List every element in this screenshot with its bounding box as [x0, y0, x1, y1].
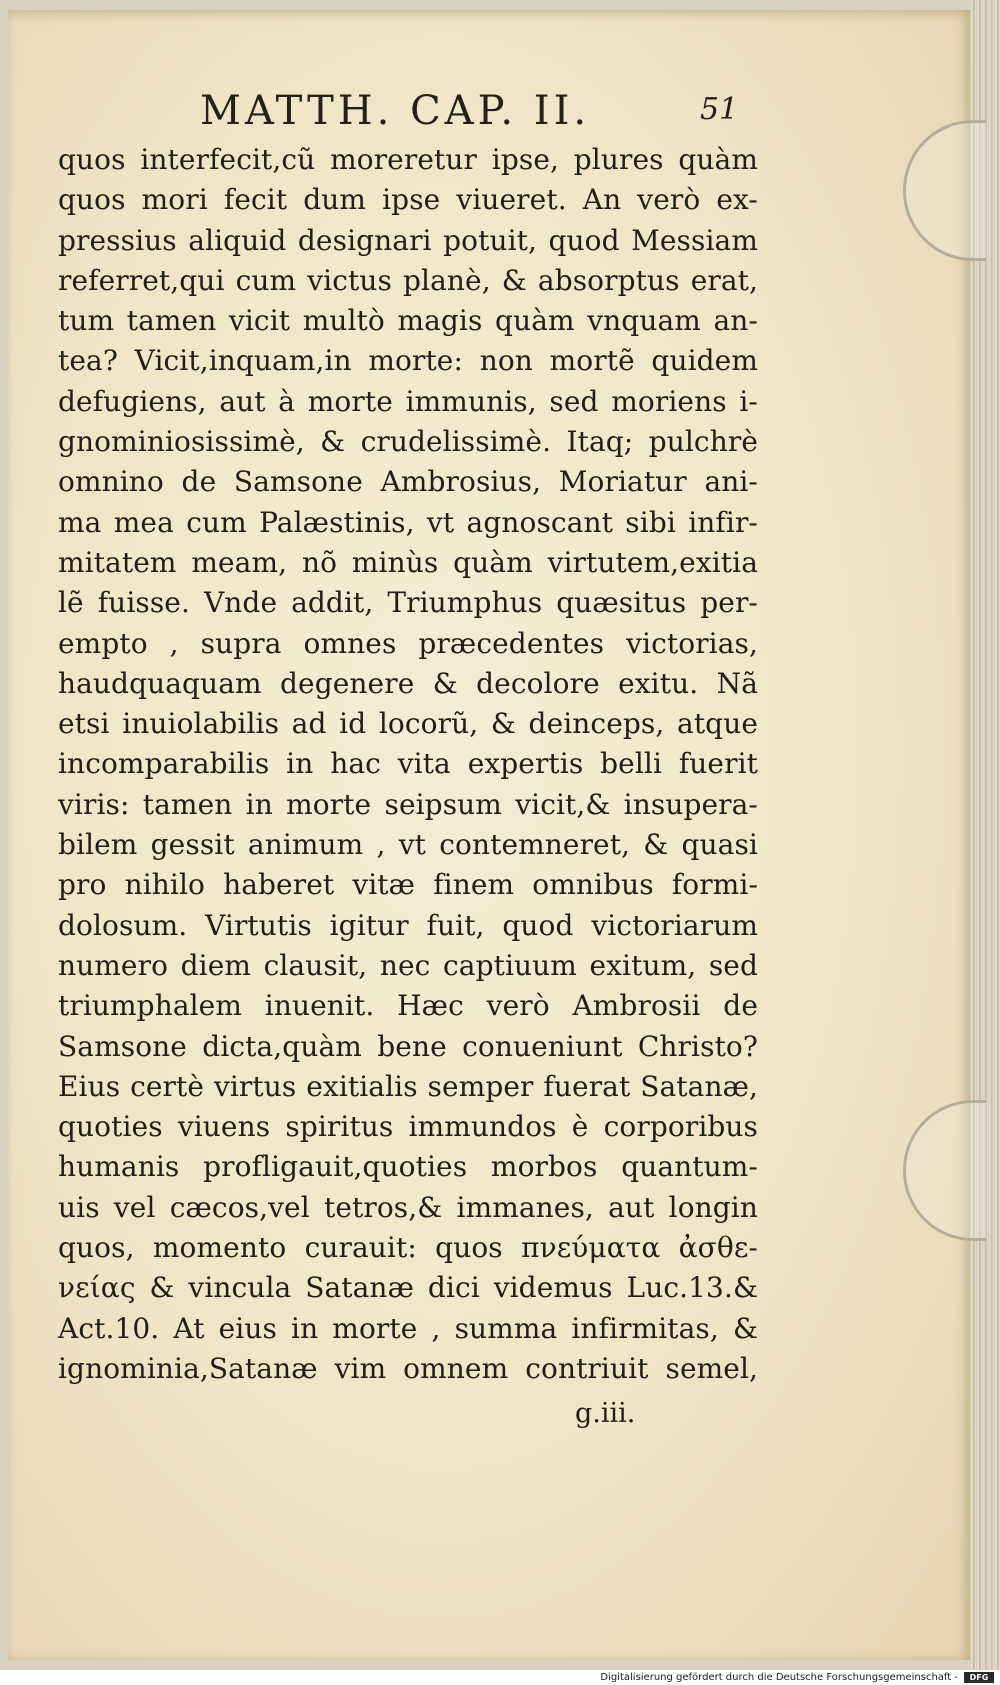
text-line: pressius aliquid designari potuit, quod Messiam [58, 223, 758, 257]
body-text [58, 140, 758, 1389]
text-line: empto , supra omnes præcedentes victorias, [58, 626, 758, 660]
text-line: etsi inuiolabilis ad id locorũ, & deinceps, atque [58, 707, 758, 741]
text-line: mitatem meam, nõ minùs quàm virtutem,exitia [58, 545, 758, 579]
text-line: ignominia,Satanæ vim omnem contriuit semel, [58, 1351, 758, 1385]
text-line: quos interfecit,cũ moreretur ipse, plures quàm [58, 143, 758, 176]
text-line: gnominiosissimè, & crudelissimè. Itaq; pulchrè [58, 425, 758, 459]
text-line: numero diem clausit, nec captiuum exitum, sed [58, 948, 758, 982]
text-line: quoties viuens spiritus immundos è corporibus [58, 1110, 758, 1144]
text-line: quos mori fecit dum ipse viueret. An verò ex- [58, 183, 758, 217]
text-line: defugiens, aut à morte immunis, sed moriens i- [58, 384, 758, 418]
text-line: lẽ fuisse. Vnde addit, Triumphus quæsitus per- [58, 586, 758, 620]
dfg-logo: DFG [964, 1672, 994, 1683]
text-line: tea? Vicit,inquam,in morte: non mortẽ quidem [58, 344, 758, 378]
text-line: bilem gessit animum , vt contemneret, & quasi [58, 828, 758, 862]
text-line: uis vel cæcos,vel tetros,& immanes, aut longin [58, 1190, 758, 1224]
text-line: omnino de Samsone Ambrosius, Moriatur ani- [58, 465, 758, 499]
text-line: pro nihilo haberet vitæ finem omnibus formi- [58, 868, 758, 902]
text-line: νείας & vincula Satanæ dici videmus Luc.13.& [58, 1271, 758, 1305]
text-line: humanis profligauit,quoties morbos quantum- [58, 1150, 758, 1184]
text-line: quos, momento curauit: quos πνεύματα ἀσθε- [58, 1231, 758, 1265]
signature-mark: g.iii. [575, 1398, 636, 1429]
footer-bar [0, 1670, 1000, 1685]
running-head: MATTH. CAP. II. [200, 88, 591, 134]
text-line: viris: tamen in morte seipsum vicit,& insupera- [58, 787, 758, 821]
text-line: dolosum. Virtutis igitur fuit, quod victoriarum [58, 908, 758, 942]
text-line: incomparabilis in hac vita expertis belli fuerit [58, 747, 758, 781]
text-line: Samsone dicta,quàm bene conueniunt Christo? [58, 1029, 758, 1063]
text-line: Act.10. At eius in morte , summa infirmitas, & [58, 1311, 758, 1345]
text-line: triumphalem inuenit. Hæc verò Ambrosii de [58, 989, 758, 1023]
text-line: ma mea cum Palæstinis, vt agnoscant sibi infir- [58, 505, 758, 539]
text-line: tum tamen vicit multò magis quàm vnquam an- [58, 304, 758, 338]
text-line: referret,qui cum victus planè, & absorptus erat, [58, 263, 758, 297]
text-line: haudquaquam degenere & decolore exitu. Nã [58, 666, 758, 700]
footer-credit: Digitalisierung gefördert durch die Deutsche Forschungsgemeinschaft - [600, 1672, 958, 1683]
page-number: 51 [700, 92, 739, 127]
text-line: Eius certè virtus exitialis semper fuerat Satanæ, [58, 1069, 758, 1103]
